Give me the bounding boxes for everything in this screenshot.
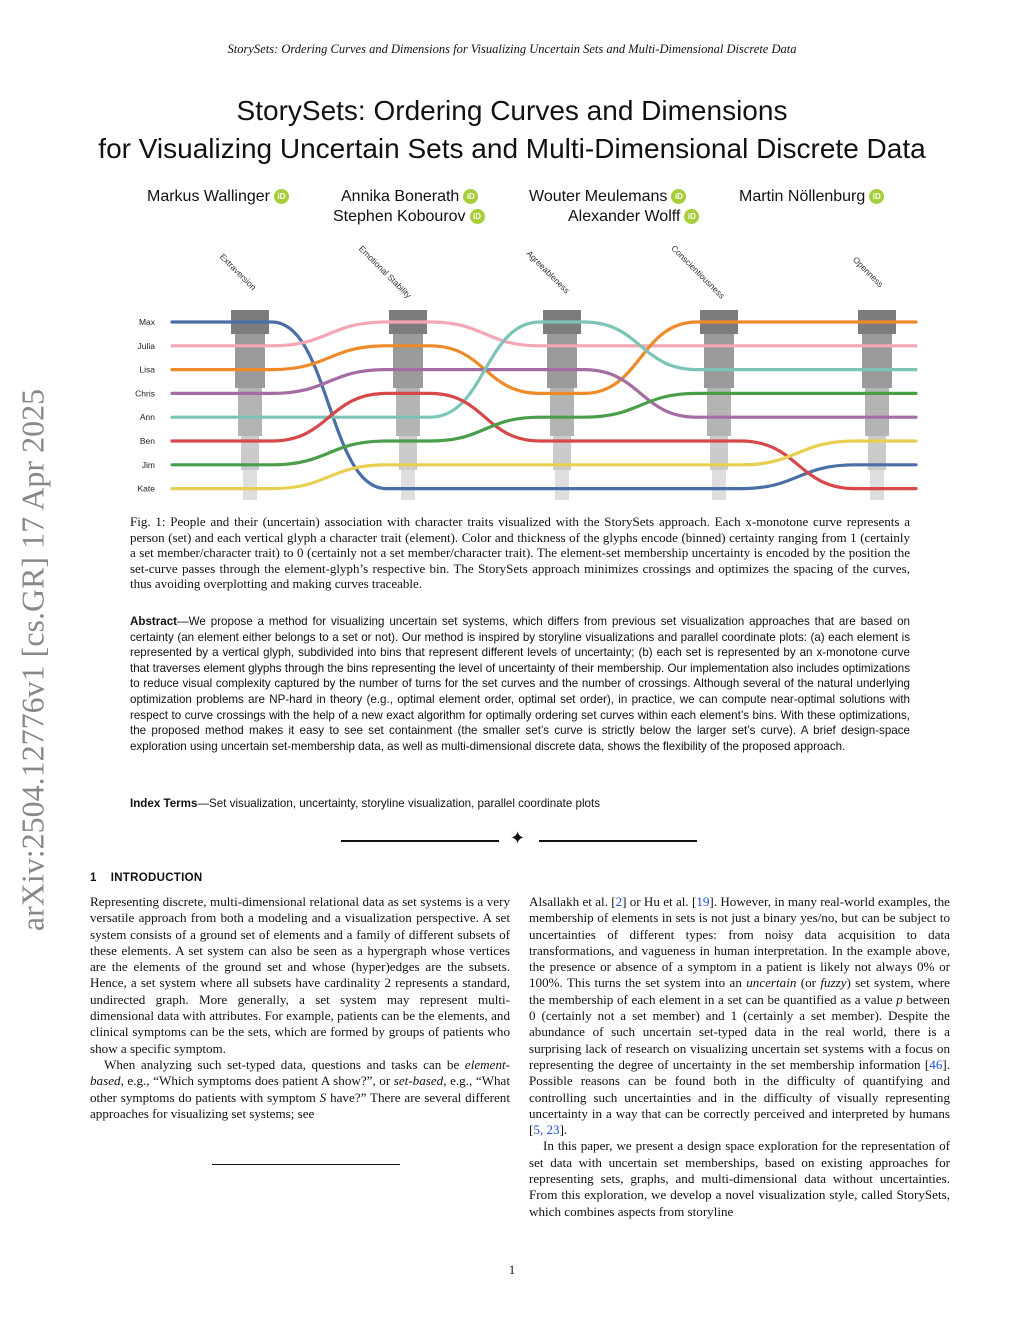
abstract-label: Abstract [130, 615, 178, 628]
glyph-bin [704, 334, 734, 388]
person-label: Chris [135, 388, 155, 399]
index-terms [130, 797, 910, 810]
glyph-bin [550, 388, 574, 436]
separator-star-icon: ✦ [510, 828, 526, 848]
glyph-bin [555, 470, 569, 500]
citation-link[interactable]: 46 [929, 1056, 943, 1072]
glyph-bin [243, 470, 257, 500]
separator-line-left [341, 840, 499, 842]
trait-label: Conscientiousness [669, 243, 727, 301]
index-terms-label: Index Terms [130, 797, 198, 810]
glyph-bin [401, 470, 415, 500]
person-label: Ben [139, 436, 155, 446]
person-label: Ann [139, 412, 155, 423]
person-label: Lisa [139, 364, 155, 375]
glyph-bin [547, 334, 577, 388]
paper-title [0, 92, 1024, 168]
right-column [529, 894, 950, 1220]
glyph-bin [712, 470, 726, 500]
author-1: Markus Wallinger iD [147, 188, 289, 206]
running-head: StorySets: Ordering Curves and Dimensions for Visualizing Uncertain Sets and Multi-Dimensional Discrete Data [227, 42, 797, 56]
title-line-1: StorySets: Ordering Curves and Dimensions [236, 95, 788, 126]
abstract [130, 614, 910, 754]
arxiv-stamp: arXiv:2504.12776v1 [cs.GR] 17 Apr 2025 [14, 388, 51, 932]
person-curve [172, 393, 916, 464]
author-5: Alexander Wolff iD [568, 208, 699, 226]
author-4: Wouter Meulemans iD [529, 188, 686, 206]
author-3: Stephen Kobourov iD [333, 208, 485, 226]
intro-paragraph-3: Alsallakh et al. [2] or Hu et al. [19]. However, in many real-world examples, the membership of elements in sets is not just a binary yes/no, but can be subject to uncertainties of different types: from noisy data acquisition to data transformations, and vagueness in human interpretation. In the example above, the presence or absence of a symptom in a patient is likely not always 0% or 100%. This turns the set system into an uncertain (or fuzzy) set system, where the membership of each element in a set can be quantified as a value p between 0 (certainly not a set member) and 1 (certainly a set member). Despite the abundance of such uncertain set-typed data in the real world, there is a surprising lack of research on visualizing uncertain set systems with a focus on representing the degree of uncertainty in the set membership information [46]. Possible reasons can be found both in the difficulty of quantifying and controlling such uncertainties and in the difficulty of visually representing uncertainty in a way that can be correctly perceived and interpreted by humans [5, 23]. [529, 894, 950, 1138]
abstract-text: —We propose a method for visualizing uncertain set systems, which differs from previous set visualization approaches that are based on certainty (an element either belongs to a set or not). Our method is inspired by storyline visualizations and parallel coordinate plots: (a) each element is represented by a vertical glyph, subdivided into bins that represent different levels of uncertainty; (b) each set is represented by an x-monotone curve that traverses element glyphs through the bins representing the level of uncertainty of their membership. Our implementation also includes optimizations to reduce visual complexity captured by the number of turns for the set curves and the number of crossings. Although several of the natural underlying optimization problems are NP-hard in theory (e.g., optimal element order, optimal set order), in practice, we can compute near-optimal solutions with respect to curve crossings with the help of a new exact algorithm for optimally ordering set curves within each element’s bins. With these optimizations, the proposed method makes it easy to see set containment (the smaller set’s curve is strictly below the larger set’s curve). A brief design-space exploration using uncertain set-membership data, as well as multi-dimensional discrete data, shows the flexibility of the proposed approach. [130, 615, 910, 753]
trait-label: Agreeableness [524, 248, 572, 296]
person-label: Max [138, 317, 155, 327]
intro-paragraph-4: In this paper, we present a design space exploration for the representation of set data with uncertain set memberships, based on existing approaches for representing sets, graphs, and multi-dimensional data without uncertainties. From this exploration, we develop a novel visualization style, called StorySets, which combines aspects from storyline [529, 1138, 950, 1219]
glyph-bin [870, 470, 884, 500]
title-line-2: for Visualizing Uncertain Sets and Multi-Dimensional Discrete Data [98, 133, 926, 164]
trait-label: Emotional Stability [356, 243, 414, 301]
person-label: Julia [137, 340, 155, 351]
trait-label: Openness [850, 254, 886, 290]
orcid-icon[interactable]: iD [869, 189, 884, 204]
index-terms-text: —Set visualization, uncertainty, storyline visualization, parallel coordinate plots [197, 797, 601, 810]
person-label: Jim [141, 459, 155, 470]
citation-link[interactable]: 19 [696, 894, 710, 909]
left-column [90, 894, 510, 1122]
citation-link[interactable]: 2 [615, 894, 623, 909]
trait-label: Extraversion [217, 251, 259, 293]
separator-line-right [539, 840, 697, 842]
citation-link[interactable]: 5, 23 [533, 1122, 560, 1138]
orcid-icon[interactable]: iD [470, 209, 485, 224]
glyph-bin [393, 334, 423, 388]
glyph-bin [235, 334, 265, 388]
glyph-bin [238, 388, 262, 436]
footnote-rule [212, 1164, 400, 1165]
page-number: 1 [508, 1262, 516, 1277]
orcid-icon[interactable]: iD [274, 189, 289, 204]
section-heading: 1 INTRODUCTION [90, 872, 203, 884]
person-label: Kate [137, 483, 155, 494]
figure-caption: Fig. 1: People and their (uncertain) association with character traits visualized with the StorySets approach. Each x-monotone curve represents a person (set) and each vertical glyph a character trait (element). Color and thickness of the glyphs encode (binned) certainty ranging from 1 (certainly a set member/character trait) to 0 (certainly not a set member/character trait). The element-set membership uncertainty is encoded by the position the set-curve passes through the element-glyph’s respective bin. The StorySets approach minimizes crossings and optimizes the spacing of the curves, thus avoiding overplotting and making curves traceable. [130, 514, 910, 592]
author-6: Martin Nöllenburg iD [739, 188, 884, 206]
storysets-figure [0, 230, 1024, 510]
glyph-bin [865, 388, 889, 436]
intro-paragraph-1: Representing discrete, multi-dimensional relational data as set systems is a very versatile approach from both a modeling and a visualization perspective. A set system consists of a ground set of elements and a family of different subsets of these elements. A set system can also be seen as a hypergraph whose vertices are the elements of the ground set and whose (hyper)edges are the subsets. Hence, a set system where all subsets have cardinality 2 represents a standard, undirected graph. More generally, a set system may represent multi-dimensional data with attributes. For example, patients can be the elements, and clinical symptoms can be the sets, which are formed by groups of patients who show a specific symptom. [90, 894, 510, 1056]
orcid-icon[interactable]: iD [463, 189, 478, 204]
orcid-icon[interactable]: iD [684, 209, 699, 224]
intro-paragraph-2: When analyzing such set-typed data, questions and tasks can be element-based, e.g., “Which symptoms does patient A show?”, or set-based, e.g., “What other symptoms do patients with symptom S have?” There are several different approaches for visualizing set systems; see [90, 1056, 510, 1121]
orcid-icon[interactable]: iD [671, 189, 686, 204]
glyph-bin [862, 334, 892, 388]
author-2: Annika Bonerath iD [341, 188, 478, 206]
glyph-bin [707, 388, 731, 436]
glyph-bin [396, 388, 420, 436]
